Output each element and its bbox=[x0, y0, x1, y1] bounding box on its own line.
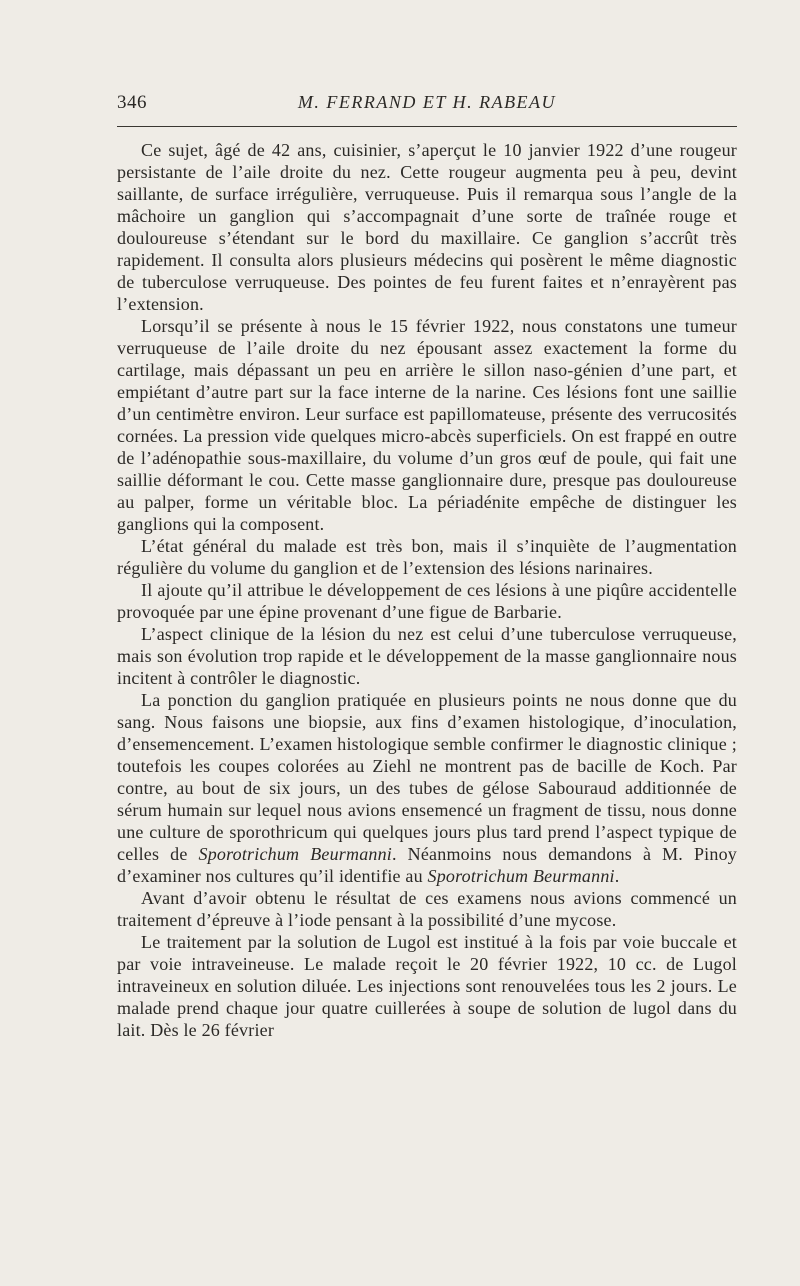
header-rule bbox=[117, 126, 737, 127]
text-run: . Néanmoins nous demandons à M. Pinoy d’examiner nos cultures qu’il identifie au bbox=[117, 844, 737, 886]
paragraph bbox=[117, 623, 737, 689]
text-run: Il ajoute qu’il attribue le développement de ces lésions à une piqûre accidentelle provoquée par une épine provenant d’une figue de Barbarie. bbox=[117, 580, 737, 622]
paragraph bbox=[117, 887, 737, 931]
text-run: L’aspect clinique de la lésion du nez est celui d’une tuberculose verruqueuse, mais son évolution trop rapide et le développement de la masse ganglionnaire nous incitent à contrôler le diagnostic. bbox=[117, 624, 737, 688]
running-title: M. FERRAND ET H. RABEAU bbox=[297, 92, 557, 112]
text-run: La ponction du ganglion pratiquée en plusieurs points ne nous donne que du sang. Nous faisons une biopsie, aux fins d’examen histologique, d’inoculation, d’ensemencement. L’examen histologique semble confirmer le diagnostic clinique ; toutefois les coupes colorées au Ziehl ne montrent pas de bacille de Koch. Par contre, au bout de six jours, un des tubes de gélose Sabouraud additionnée de sérum humain sur lequel nous avions ensemencé un fragment de tissu, nous donne une culture de sporothricum qui quelques jours plus tard prend l’aspect typique de celles de bbox=[117, 690, 737, 864]
page-number: 346 bbox=[117, 92, 147, 113]
paragraph bbox=[117, 315, 737, 535]
text-run: Lorsqu’il se présente à nous le 15 février 1922, nous constatons une tumeur verruqueuse de l’aile droite du nez épousant assez exactement la forme du cartilage, mais dépassant un peu en arrière le sillon naso-génien d’une part, et empiétant d’autre part sur la face interne de la narine. Ces lésions font une saillie d’un centimètre environ. Leur surface est papillomateuse, présente des verrucosités cornées. La pression vide quelques micro-abcès superficiels. On est frappé en outre de l’adénopathie sous-maxillaire, du volume d’un gros œuf de poule, qui fait une saillie déformant le cou. Cette masse ganglionnaire dure, presque pas douloureuse au palper, forme un véritable bloc. La périadénite empêche de distinguer les ganglions qui la composent. bbox=[117, 316, 737, 534]
paragraph bbox=[117, 689, 737, 887]
text-run: . bbox=[614, 866, 620, 886]
text-run: Le traitement par la solution de Lugol est institué à la fois par voie buccale et par voie intraveineuse. Le malade reçoit le 20 février 1922, 10 cc. de Lugol intraveineux en solution diluée. Les injections sont renouvelées tous les 2 jours. Le malade prend chaque jour quatre cuillerées à soupe de solution de lugol dans du lait. Dès le 26 février bbox=[117, 932, 737, 1040]
text-run: Avant d’avoir obtenu le résultat de ces examens nous avions commencé un traitement d’épreuve à l’iode pensant à la possibilité d’une mycose. bbox=[117, 888, 737, 930]
paragraph bbox=[117, 579, 737, 623]
body-text bbox=[117, 139, 737, 1041]
paragraph bbox=[117, 139, 737, 315]
text-run: Ce sujet, âgé de 42 ans, cuisinier, s’aperçut le 10 janvier 1922 d’une rougeur persistante de l’aile droite du nez. Cette rougeur augmenta peu à peu, devint saillante, de surface irrégulière, verruqueuse. Puis il remarqua sous l’angle de la mâchoire un ganglion qui s’accompagnait d’une sorte de traînée rouge et douloureuse s’étendant sur le bord du maxillaire. Ce ganglion s’accrût très rapidement. Il consulta alors plusieurs médecins qui posèrent le même diagnostic de tuberculose verruqueuse. Des pointes de feu furent faites et n’enrayèrent pas l’extension. bbox=[117, 140, 737, 314]
text-run: L’état général du malade est très bon, mais il s’inquiète de l’augmentation régulière du volume du ganglion et de l’extension des lésions narinaires. bbox=[117, 536, 737, 578]
paragraph bbox=[117, 931, 737, 1041]
italic-term: Sporotrichum Beurmanni bbox=[427, 866, 615, 886]
italic-term: Sporotrichum Beurmanni bbox=[198, 844, 392, 864]
paragraph bbox=[117, 535, 737, 579]
page-header bbox=[117, 92, 737, 118]
